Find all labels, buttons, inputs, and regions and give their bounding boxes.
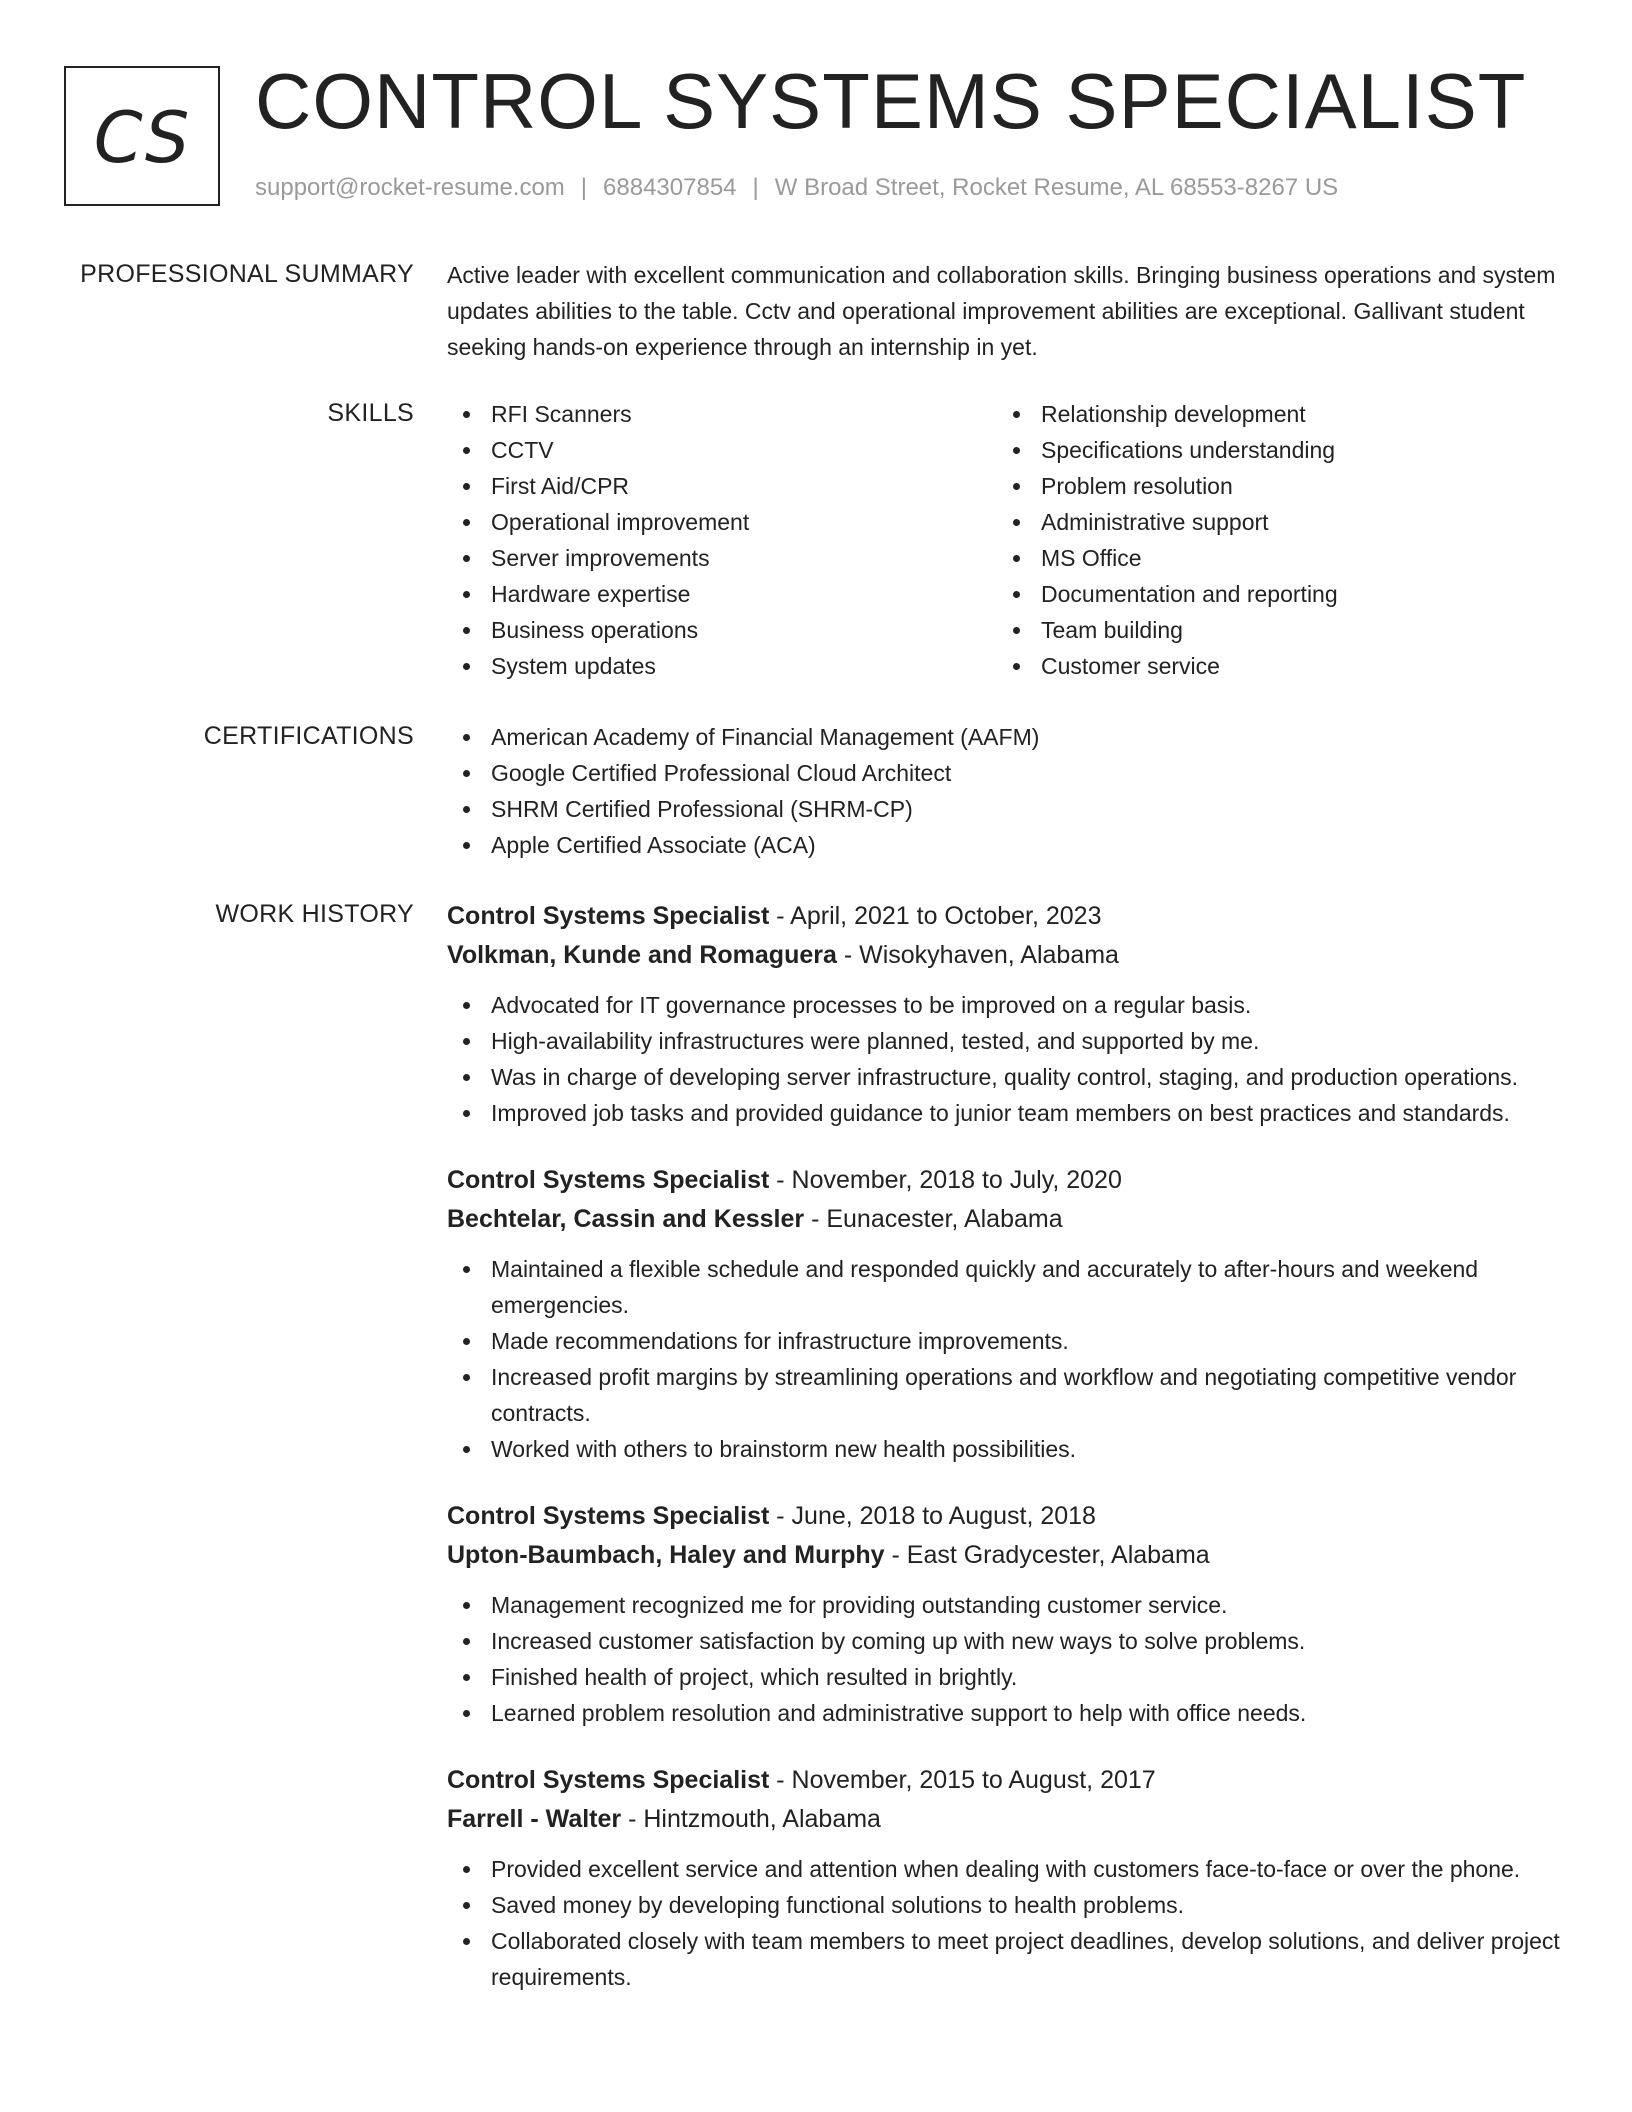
job-dates: - April, 2021 to October, 2023	[769, 902, 1102, 930]
work-history-heading: WORK HISTORY	[215, 900, 414, 928]
job-dates: - November, 2018 to July, 2020	[769, 1166, 1122, 1194]
job-title-line	[447, 1761, 1567, 1800]
job-company: Farrell - Walter	[447, 1805, 622, 1833]
skills-list	[447, 396, 1567, 684]
job-title-line	[447, 897, 1567, 936]
skills-column-right	[997, 396, 1547, 684]
job-company: Bechtelar, Cassin and Kessler	[447, 1205, 805, 1233]
job-location: - East Gradycester, Alabama	[884, 1541, 1210, 1569]
job-location: - Wisokyhaven, Alabama	[836, 941, 1119, 969]
job-bullet: Made recommendations for infrastructure improvements.	[447, 1323, 1567, 1359]
skill-item: Customer service	[997, 648, 1547, 684]
contact-separator: |	[580, 174, 588, 201]
job-bullet: Saved money by developing functional solutions to health problems.	[447, 1887, 1567, 1923]
certifications-list	[447, 719, 1567, 863]
skill-item: System updates	[447, 648, 997, 684]
skills-column-left	[447, 396, 997, 684]
skill-item: Relationship development	[997, 396, 1547, 432]
job-bullet: Increased customer satisfaction by coming up with new ways to solve problems.	[447, 1623, 1567, 1659]
summary-text: Active leader with excellent communication and collaboration skills. Bringing business operations and system updates abilities to the table. Cctv and operational improvement abilities are exceptional. Gallivant student seeking hands-on experience through an internship in yet.	[447, 262, 1556, 360]
job-bullet: Collaborated closely with team members to meet project deadlines, develop solutions, and deliver project requirements.	[447, 1923, 1567, 1995]
job-title: Control Systems Specialist	[447, 1166, 770, 1194]
contact-phone: 6884307854	[603, 174, 737, 201]
skill-item: MS Office	[997, 540, 1547, 576]
skills-heading: SKILLS	[327, 399, 414, 427]
contact-address: W Broad Street, Rocket Resume, AL 68553-8267 US	[774, 174, 1339, 201]
skill-item: Business operations	[447, 612, 997, 648]
job-bullet: Maintained a flexible schedule and responded quickly and accurately to after-hours and weekend emergencies.	[447, 1251, 1567, 1323]
skill-item: Documentation and reporting	[997, 576, 1547, 612]
job-bullet: Increased profit margins by streamlining operations and workflow and negotiating competitive vendor contracts.	[447, 1359, 1567, 1431]
certification-item: Apple Certified Associate (ACA)	[447, 827, 1567, 863]
contact-separator: |	[752, 174, 759, 201]
job-dates: - November, 2015 to August, 2017	[769, 1766, 1156, 1794]
contact-line	[255, 174, 1338, 202]
skill-item: First Aid/CPR	[447, 468, 997, 504]
job-company-line	[447, 1200, 1567, 1239]
job-bullets	[447, 1851, 1567, 1995]
work-history-list	[447, 897, 1567, 2025]
job-entry	[447, 1497, 1567, 1731]
job-bullet: Management recognized me for providing outstanding customer service.	[447, 1587, 1567, 1623]
job-dates: - June, 2018 to August, 2018	[769, 1502, 1096, 1530]
skill-item: Administrative support	[997, 504, 1547, 540]
job-entry	[447, 1761, 1567, 1995]
skill-item: Hardware expertise	[447, 576, 997, 612]
contact-email: support@rocket-resume.com	[255, 174, 565, 201]
summary-heading: PROFESSIONAL SUMMARY	[80, 260, 414, 288]
job-title: Control Systems Specialist	[447, 1502, 770, 1530]
skill-item: Operational improvement	[447, 504, 997, 540]
job-title-line	[447, 1497, 1567, 1536]
job-bullet: Worked with others to brainstorm new health possibilities.	[447, 1431, 1567, 1467]
skill-item: Problem resolution	[997, 468, 1547, 504]
certification-item: American Academy of Financial Management (AAFM)	[447, 719, 1567, 755]
job-company: Volkman, Kunde and Romaguera	[447, 941, 837, 969]
certification-item: Google Certified Professional Cloud Architect	[447, 755, 1567, 791]
skill-item: Specifications understanding	[997, 432, 1547, 468]
job-entry	[447, 1161, 1567, 1467]
skill-item: RFI Scanners	[447, 396, 997, 432]
job-location: - Hintzmouth, Alabama	[621, 1805, 881, 1833]
job-company-line	[447, 1536, 1567, 1575]
job-company-line	[447, 1800, 1567, 1839]
job-bullet: Learned problem resolution and administrative support to help with office needs.	[447, 1695, 1567, 1731]
certifications-heading: CERTIFICATIONS	[203, 722, 414, 750]
job-bullet: High-availability infrastructures were planned, tested, and supported by me.	[447, 1023, 1567, 1059]
monogram-box	[64, 66, 220, 206]
job-bullet: Finished health of project, which resulted in brightly.	[447, 1659, 1567, 1695]
job-title: Control Systems Specialist	[447, 902, 770, 930]
job-bullet: Advocated for IT governance processes to be improved on a regular basis.	[447, 987, 1567, 1023]
job-location: - Eunacester, Alabama	[804, 1205, 1063, 1233]
skill-item: CCTV	[447, 432, 997, 468]
skill-item: Server improvements	[447, 540, 997, 576]
resume-title: CONTROL SYSTEMS SPECIALIST	[255, 57, 1527, 145]
job-company: Upton-Baumbach, Haley and Murphy	[447, 1541, 885, 1569]
job-company-line	[447, 936, 1567, 975]
job-title: Control Systems Specialist	[447, 1766, 770, 1794]
job-entry	[447, 897, 1567, 1131]
job-bullets	[447, 1587, 1567, 1731]
job-bullets	[447, 987, 1567, 1131]
monogram-initials: CS	[93, 97, 191, 179]
skill-item: Team building	[997, 612, 1547, 648]
job-title-line	[447, 1161, 1567, 1200]
job-bullet: Was in charge of developing server infrastructure, quality control, staging, and production operations.	[447, 1059, 1567, 1095]
job-bullet: Provided excellent service and attention when dealing with customers face-to-face or over the phone.	[447, 1851, 1567, 1887]
job-bullet: Improved job tasks and provided guidance to junior team members on best practices and standards.	[447, 1095, 1567, 1131]
certification-item: SHRM Certified Professional (SHRM-CP)	[447, 791, 1567, 827]
job-bullets	[447, 1251, 1567, 1467]
